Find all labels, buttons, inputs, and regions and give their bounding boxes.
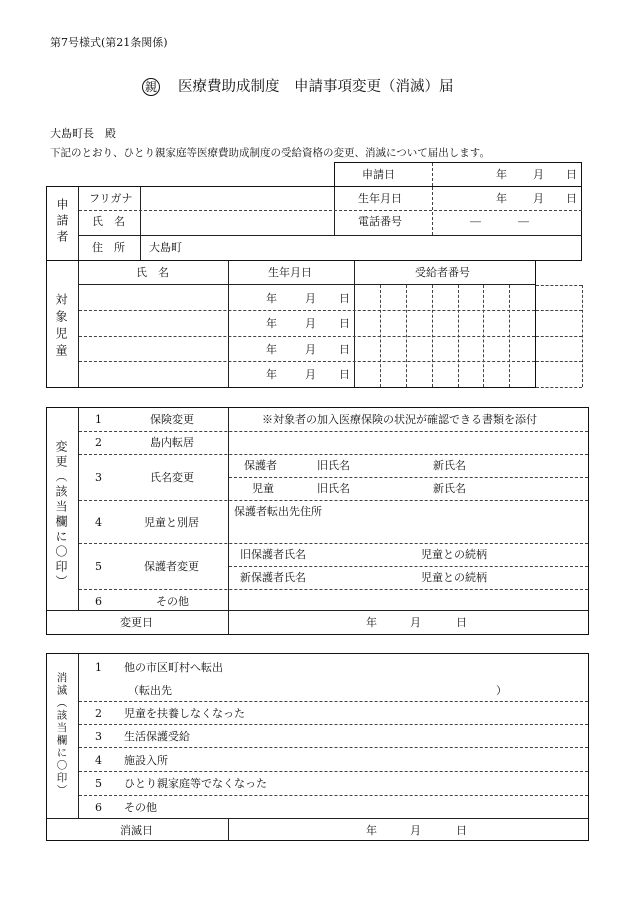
intro-text: 下記のとおり、ひとり親家庭等医療費助成制度の受給資格の変更、消滅について届出します。 [50,147,490,159]
extinction-date-month: 月 [410,824,421,837]
extinction-item-facility[interactable]: 施設入所 [124,754,168,767]
child-row-month: 月 [305,317,316,330]
guardian-new-address: 保護者転出先住所 [234,505,322,518]
extinction-label: 消滅（該当欄に〇印） [55,672,68,797]
change-box [46,407,589,635]
children-col-birth: 生年月日 [268,266,312,279]
phone-dash-1: ― [470,215,481,228]
extinction-item-num: 1 [95,661,102,674]
change-item-num: 1 [95,413,102,426]
address-value: 大島町 [149,241,182,254]
extinction-date-year: 年 [366,824,377,837]
old-guardian-name: 旧保護者氏名 [240,548,306,561]
child-row-day: 日 [339,343,350,356]
extinction-date-label: 消滅日 [120,824,153,837]
furigana-field[interactable] [145,189,330,208]
application-date-year: 年 [496,168,507,181]
change-item-name-change[interactable]: 氏名変更 [150,471,194,484]
address-field[interactable] [190,238,578,258]
name-label: 氏 名 [92,215,125,228]
extinction-item-num: 4 [95,754,102,767]
extinction-item-moveout[interactable]: 他の市区町村へ転出 [124,661,223,674]
addressee: 大島町長 殿 [50,127,116,140]
change-item-num: 6 [95,595,102,608]
name-change-old-2: 旧氏名 [317,482,350,495]
child-row-day: 日 [339,368,350,381]
child-row-month: 月 [305,292,316,305]
child-row-month: 月 [305,368,316,381]
change-item-other[interactable]: その他 [156,595,189,608]
phone-label: 電話番号 [358,215,402,228]
change-item-separation[interactable]: 児童と別居 [144,516,199,529]
change-date-year: 年 [366,616,377,629]
extinction-item-welfare[interactable]: 生活保護受給 [124,730,190,743]
name-change-old-1: 旧氏名 [317,459,350,472]
extinction-item-no-support[interactable]: 児童を扶養しなくなった [124,707,245,720]
page-title: 医療費助成制度 申請事項変更（消滅）届 [178,79,454,95]
insurance-note: ※対象者の加入医療保険の状況が確認できる書類を添付 [262,413,537,426]
child-row-year: 年 [266,368,277,381]
birth-year: 年 [496,192,507,205]
applicant-label: 申請者 [55,198,69,246]
child-row-year: 年 [266,343,277,356]
name-change-guardian: 保護者 [244,459,277,472]
birth-date-label: 生年月日 [358,192,402,205]
children-col-name: 氏 名 [136,266,169,279]
moveout-close: ） [496,684,507,697]
children-label: 対象児童 [54,293,68,361]
relation-2: 児童との続柄 [421,571,487,584]
parent-circle-icon: 親 [142,78,160,96]
child-row-day: 日 [339,317,350,330]
address-label: 住 所 [92,241,125,254]
application-date-month: 月 [533,168,544,181]
extinction-item-not-single-parent[interactable]: ひとり親家庭等でなくなった [124,777,267,790]
birth-day: 日 [566,192,577,205]
change-item-move[interactable]: 島内転居 [150,436,194,449]
change-item-guardian[interactable]: 保護者変更 [144,560,199,573]
extinction-item-num: 6 [95,801,102,814]
child-row-day: 日 [339,292,350,305]
extinction-date-day: 日 [456,824,467,837]
children-col-number: 受給者番号 [415,266,470,279]
name-field[interactable] [145,212,330,233]
new-guardian-name: 新保護者氏名 [240,571,306,584]
change-item-num: 2 [95,436,102,449]
children-box [46,260,536,388]
form-number: 第7号様式(第21条関係) [50,36,168,49]
change-date-label: 変更日 [120,616,153,629]
extinction-item-num: 5 [95,777,102,790]
change-item-num: 5 [95,560,102,573]
child-row-year: 年 [266,292,277,305]
child-row-year: 年 [266,317,277,330]
application-date-label: 申請日 [362,168,395,181]
extinction-item-num: 2 [95,707,102,720]
extinction-item-num: 3 [95,730,102,743]
name-change-new-2: 新氏名 [433,482,466,495]
name-change-child: 児童 [252,482,274,495]
name-change-new-1: 新氏名 [433,459,466,472]
change-date-month: 月 [410,616,421,629]
change-item-num: 4 [95,516,102,529]
extinction-item-other[interactable]: その他 [124,801,157,814]
relation-1: 児童との続柄 [421,548,487,561]
change-item-insurance[interactable]: 保険変更 [150,413,194,426]
child-row-month: 月 [305,343,316,356]
change-label: 変更（該当欄に〇印） [54,440,68,590]
furigana-label: フリガナ [89,192,133,205]
birth-month: 月 [533,192,544,205]
phone-dash-2: ― [518,215,529,228]
moveout-open: （転出先 [128,684,172,697]
application-date-day: 日 [566,168,577,181]
change-item-num: 3 [95,471,102,484]
change-date-day: 日 [456,616,467,629]
